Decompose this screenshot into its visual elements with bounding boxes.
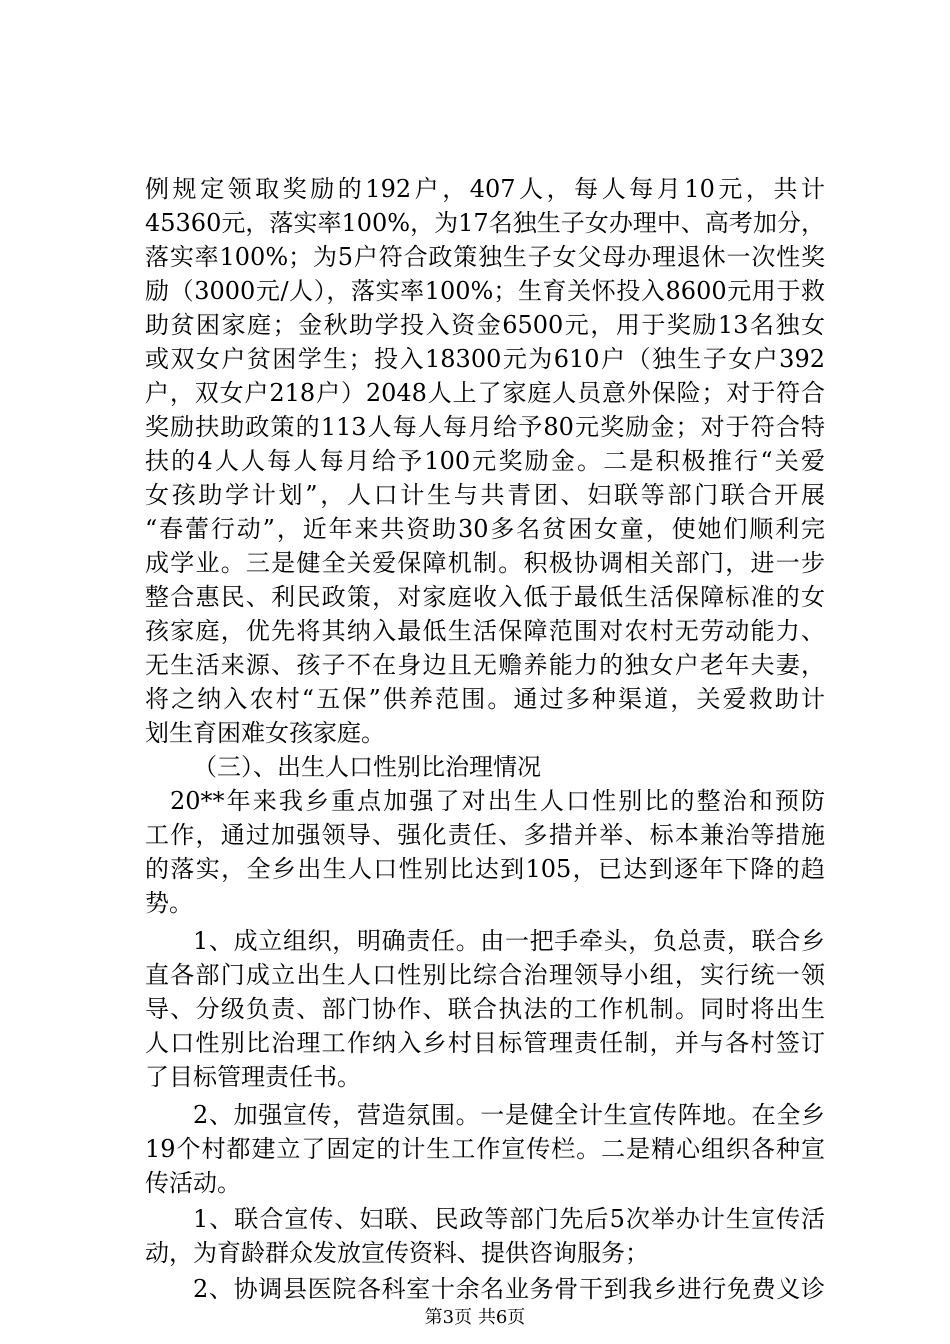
body-text-line: 传活动。 bbox=[145, 1169, 241, 1197]
body-text-line: 将之纳入农村“五保”供养范围。通过多种渠道，关爱救助计 bbox=[145, 685, 825, 713]
body-text-line: 动，为育龄群众发放宣传资料、提供咨询服务； bbox=[145, 1239, 649, 1267]
body-text-line: “春蕾行动”，近年来共资助30多名贫困女童，使她们顺利完 bbox=[145, 515, 825, 543]
body-text-line: 励（3000元/人），落实率100%；生育关怀投入8600元用于救 bbox=[145, 277, 825, 305]
body-text-line: 划生育困难女孩家庭。 bbox=[145, 719, 385, 747]
body-text-line: 45360元，落实率100%，为17名独生子女办理中、高考加分， bbox=[145, 209, 825, 237]
body-text-line: 人口性别比治理工作纳入乡村目标管理责任制，并与各村签订 bbox=[145, 1029, 825, 1057]
body-text-line: 直各部门成立出生人口性别比综合治理领导小组，实行统一领 bbox=[145, 961, 825, 989]
body-text-line: 落实率100%；为5户符合政策独生子女父母办理退休一次性奖 bbox=[145, 243, 825, 271]
body-text-line: 孩家庭，优先将其纳入最低生活保障范围对农村无劳动能力、 bbox=[145, 617, 825, 645]
body-text-line: 2、协调县医院各科室十余名业务骨干到我乡进行免费义诊 bbox=[193, 1275, 825, 1303]
body-text-line: 或双女户贫困学生；投入18300元为610户（独生子女户392 bbox=[145, 345, 825, 373]
body-text-line: 1、联合宣传、妇联、民政等部门先后5次举办计生宣传活 bbox=[193, 1205, 825, 1233]
body-text-line: 2、加强宣传，营造氛围。一是健全计生宣传阵地。在全乡 bbox=[193, 1101, 825, 1129]
body-text-line: 女孩助学计划”，人口计生与共青团、妇联等部门联合开展 bbox=[145, 481, 825, 509]
body-text-line: 户，双女户218户）2048人上了家庭人员意外保险；对于符合 bbox=[145, 379, 825, 407]
section-heading: （三）、出生人口性别比治理情况 bbox=[193, 753, 541, 781]
body-text-line: 奖励扶助政策的113人每人每月给予80元奖励金；对于符合特 bbox=[145, 413, 825, 441]
body-text-line: 助贫困家庭；金秋助学投入资金6500元，用于奖励13名独女 bbox=[145, 311, 825, 339]
body-text-line: 的落实，全乡出生人口性别比达到105，已达到逐年下降的趋 bbox=[145, 855, 825, 883]
body-text-line: 无生活来源、孩子不在身边且无赡养能力的独女户老年夫妻， bbox=[145, 651, 825, 679]
body-text-line: 例规定领取奖励的192户，407人，每人每月10元，共计 bbox=[145, 175, 825, 203]
page-footer: 第3页 共6页 bbox=[424, 1307, 526, 1328]
body-text-line: 了目标管理责任书。 bbox=[145, 1063, 361, 1091]
body-text-line: 工作，通过加强领导、强化责任、多措并举、标本兼治等措施 bbox=[145, 821, 825, 849]
body-text-line: 势。 bbox=[145, 889, 193, 917]
body-text-line: 19个村都建立了固定的计生工作宣传栏。二是精心组织各种宣 bbox=[145, 1135, 825, 1163]
body-text-line: 导、分级负责、部门协作、联合执法的工作机制。同时将出生 bbox=[145, 995, 825, 1023]
body-text-line: 20**年来我乡重点加强了对出生人口性别比的整治和预防 bbox=[170, 787, 825, 815]
body-text-line: 成学业。三是健全关爱保障机制。积极协调相关部门，进一步 bbox=[145, 549, 825, 577]
body-text-line: 整合惠民、利民政策，对家庭收入低于最低生活保障标准的女 bbox=[145, 583, 825, 611]
body-text-line: 1、成立组织，明确责任。由一把手牵头，负总责，联合乡 bbox=[193, 927, 825, 955]
body-text-line: 扶的4人人每人每月给予100元奖励金。二是积极推行“关爱 bbox=[145, 447, 825, 475]
